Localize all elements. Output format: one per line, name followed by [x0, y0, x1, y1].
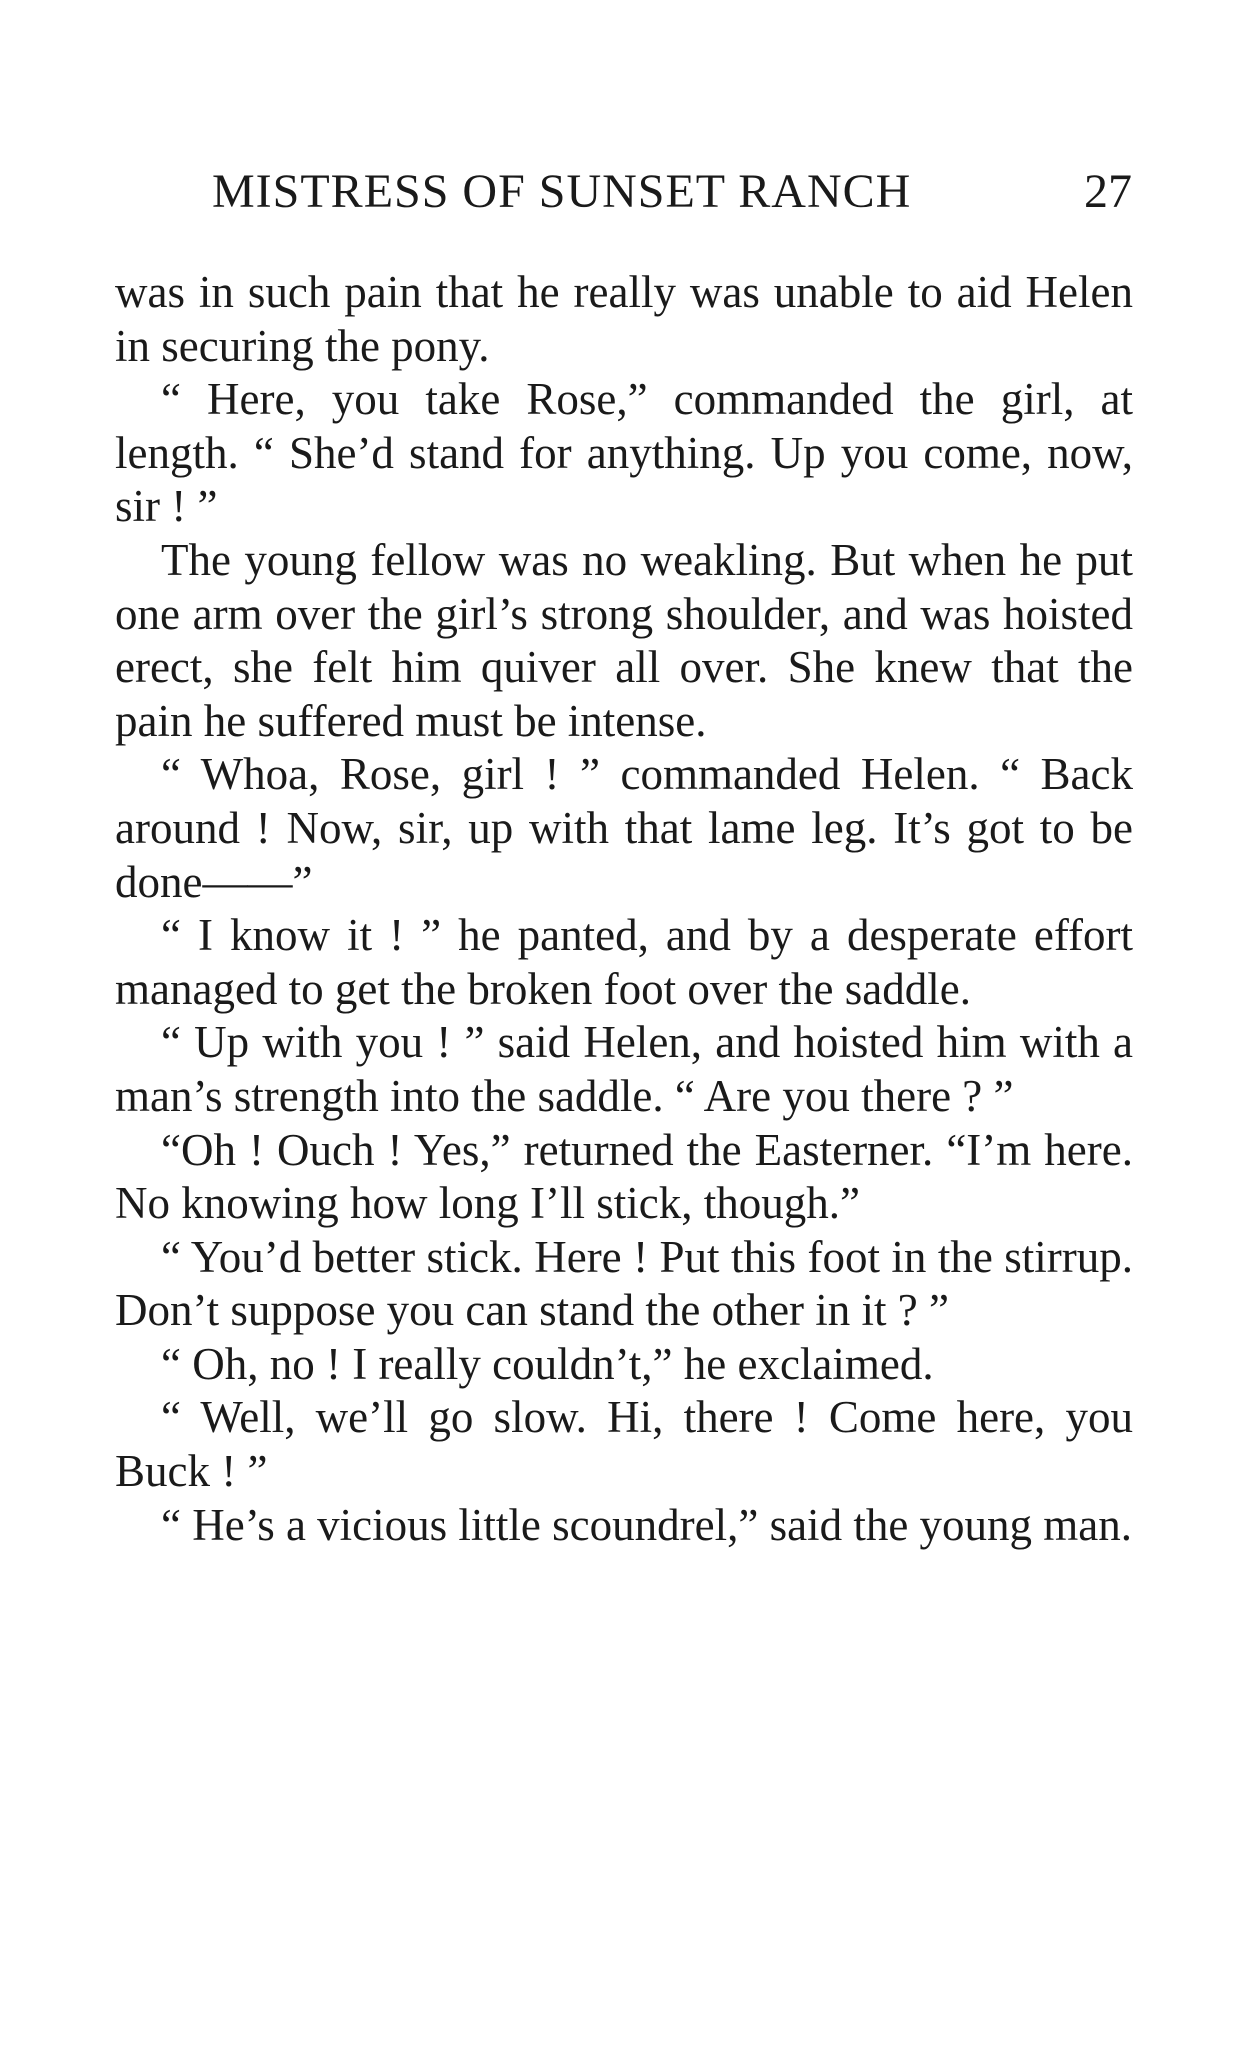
paragraph: “ Oh, no ! I really couldn’t,” he exclaimed. — [161, 1338, 934, 1389]
paragraph: “ He’s a vicious little scoundrel,” said the young man. — [161, 1499, 1133, 1550]
page-header — [212, 162, 1132, 222]
paragraph: “ Well, we’ll go slow. Hi, there ! Come here, you Buck ! ” — [115, 1392, 1133, 1497]
paragraph: was in such pain that he really was unable to aid Helen in securing the pony. — [115, 267, 1133, 371]
paragraph: “ Here, you take Rose,” commanded the girl, at length. “ She’d stand for anything. Up you come, now, sir ! ” — [115, 374, 1133, 532]
running-head: MISTRESS OF SUNSET RANCH — [212, 165, 912, 218]
page-number: 27 — [1084, 165, 1132, 218]
body-text — [115, 266, 1133, 1552]
paragraph: “Oh ! Ouch ! Yes,” returned the Easterner. “I’m here. No knowing how long I’ll stick, though.” — [115, 1124, 1133, 1229]
paragraph: “ Up with you ! ” said Helen, and hoisted him with a man’s strength into the saddle. “ Are you there ? ” — [115, 1017, 1133, 1121]
paragraph: “ Whoa, Rose, girl ! ” commanded Helen. “ Back around ! Now, sir, up with that lame leg. It’s got to be done——” — [115, 749, 1133, 907]
paragraph: “ I know it ! ” he panted, and by a desperate effort managed to get the broken foot over the saddle. — [115, 910, 1133, 1014]
paragraph: “ You’d better stick. Here ! Put this foot in the stirrup. Don’t suppose you can stand the other in it ? ” — [115, 1231, 1133, 1336]
paragraph: The young fellow was no weakling. But when he put one arm over the girl’s strong shoulder, and was hoisted erect, she felt him quiver all over. She knew that the pain he suffered must be intense. — [115, 534, 1133, 746]
